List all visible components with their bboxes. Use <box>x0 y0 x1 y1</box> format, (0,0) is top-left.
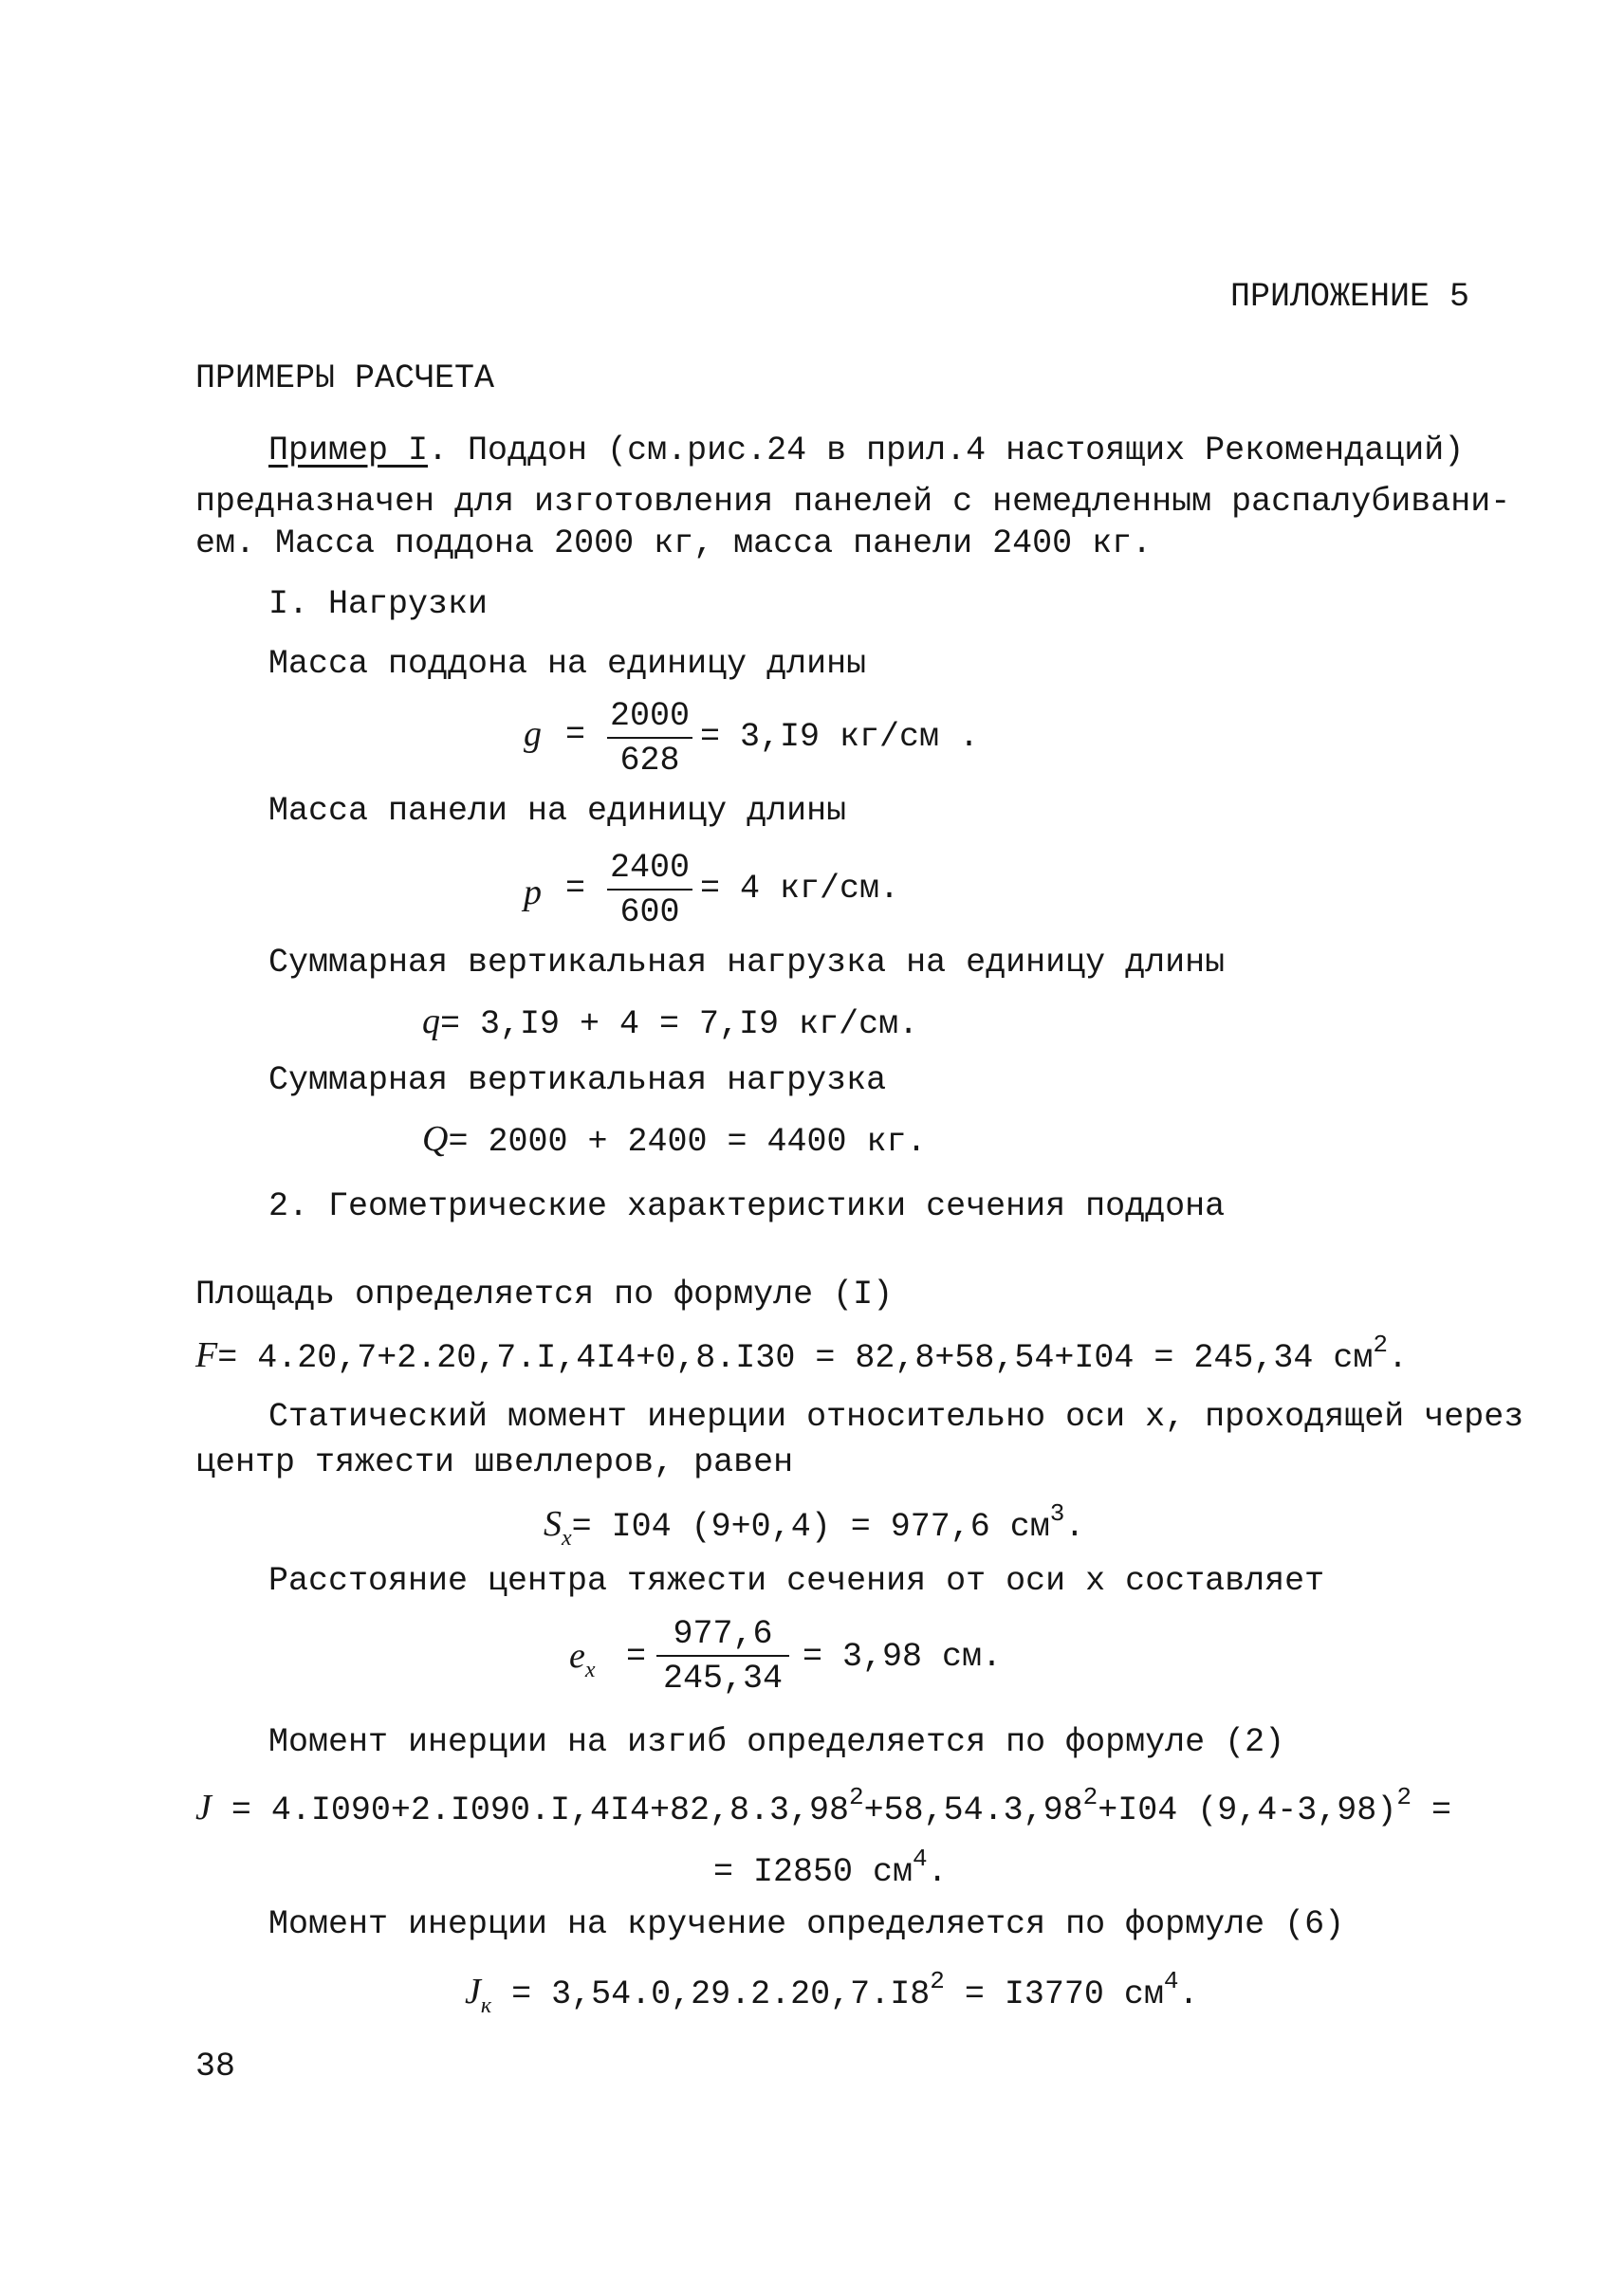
formula-J-expr-4: = <box>1411 1791 1451 1829</box>
formula-p-fraction <box>607 849 692 931</box>
distance-label: Расстояние центра тяжести сечения от оси x составляет <box>268 1562 1325 1600</box>
static-moment-line-2: центр тяжести швеллеров, равен <box>195 1443 794 1481</box>
torsion-label: Момент инерции на кручение определяется по формуле (6) <box>268 1905 1345 1943</box>
formula-q <box>422 1003 918 1041</box>
formula-J-expr-2: +58,54.3,98 <box>863 1791 1083 1829</box>
formula-Jk <box>465 1969 1198 2017</box>
appendix-label: ПРИЛОЖЕНИЕ 5 <box>1230 278 1470 316</box>
formula-ex-result: = 3,98 см. <box>803 1638 1003 1676</box>
formula-J-var: J <box>195 1788 212 1828</box>
formula-ex-lhs <box>569 1638 596 1681</box>
section-2-title: 2. Геометрические характеристики сечения поддона <box>268 1187 1226 1225</box>
intro-line-1 <box>268 434 1464 468</box>
formula-Jk-var: J <box>465 1972 481 2011</box>
formula-p-denominator: 600 <box>619 893 680 931</box>
formula-F <box>195 1332 1408 1375</box>
formula-J-exponent-3: 2 <box>1396 1783 1412 1811</box>
formula-Q <box>422 1121 927 1159</box>
formula-g-fraction <box>607 697 692 780</box>
formula-J-result-tail: . <box>927 1853 948 1891</box>
formula-Sx-expr: = I04 (9+0,4) = 977,6 см <box>571 1508 1050 1546</box>
formula-g-var: g <box>524 714 542 754</box>
formula-g-numerator: 2000 <box>607 700 692 739</box>
formula-Sx-subscript: x <box>562 1526 572 1551</box>
formula-F-exponent: 2 <box>1373 1331 1389 1359</box>
formula-q-var: q <box>422 1001 440 1041</box>
intro-line-3: ем. Масса поддона 2000 кг, масса панели 2400 кг. <box>195 524 1153 562</box>
formula-Jk-tail: . <box>1178 1975 1199 2013</box>
formula-J-exponent-1: 2 <box>849 1783 864 1811</box>
page-number: 38 <box>195 2048 236 2085</box>
formula-Jk-expr-2: = I3770 см <box>944 1975 1164 2013</box>
formula-Jk-exponent: 2 <box>930 1967 945 1995</box>
page-heading: ПРИМЕРЫ РАСЧЕТА <box>195 359 495 397</box>
formula-ex-numerator: 977,6 <box>656 1618 789 1657</box>
formula-p-result: = 4 кг/см. <box>700 870 900 908</box>
formula-ex-subscript: x <box>584 1658 596 1682</box>
formula-Q-expr: = 2000 + 2400 = 4400 кг. <box>448 1123 927 1161</box>
formula-J-exponent-2: 2 <box>1082 1783 1098 1811</box>
formula-p-var: p <box>524 872 542 912</box>
intro-line-2: предназначен для изготовления панелей с немедленным распалубивани- <box>195 483 1511 521</box>
formula-ex-eq: = <box>626 1638 647 1676</box>
formula-ex-fraction <box>656 1615 789 1698</box>
panel-mass-label: Масса панели на единицу длины <box>268 792 847 830</box>
formula-Q-var: Q <box>422 1119 449 1159</box>
formula-ex-var: e <box>569 1636 585 1676</box>
formula-Sx-exponent: 3 <box>1049 1499 1065 1528</box>
formula-Sx <box>544 1501 1084 1550</box>
total-load-label: Суммарная вертикальная нагрузка <box>268 1061 887 1099</box>
example-label: Пример I <box>268 432 429 469</box>
formula-J-result: = I2850 см <box>713 1853 914 1891</box>
formula-Sx-var: S <box>544 1504 562 1544</box>
formula-J-expr-3: +I04 (9,4-3,98) <box>1098 1791 1397 1829</box>
formula-F-tail: . <box>1388 1339 1409 1377</box>
static-moment-line-1: Статический момент инерции относительно оси x, проходящей через <box>268 1398 1524 1436</box>
formula-J-line-2 <box>713 1846 948 1889</box>
formula-p-eq: = <box>565 870 586 908</box>
formula-p-numerator: 2400 <box>607 852 692 891</box>
formula-Jk-exponent-2: 4 <box>1163 1967 1179 1995</box>
section-1-title: I. Нагрузки <box>268 585 489 623</box>
area-label: Площадь определяется по формуле (I) <box>195 1276 894 1313</box>
intro-line-1-text: . Поддон (см.рис.24 в прил.4 настоящих Рекомендаций) <box>428 432 1465 469</box>
formula-J-expr-1: = 4.I090+2.I090.I,4I4+82,8.3,98 <box>231 1791 849 1829</box>
formula-J-line-1 <box>195 1785 1451 1828</box>
formula-Jk-subscript: к <box>480 1993 492 2018</box>
formula-J-result-exponent: 4 <box>913 1845 928 1873</box>
pallet-mass-label: Масса поддона на единицу длины <box>268 645 867 683</box>
formula-ex-denominator: 245,34 <box>662 1660 784 1698</box>
formula-q-expr: = 3,I9 + 4 = 7,I9 кг/см. <box>440 1005 919 1043</box>
formula-Jk-expr: = 3,54.0,29.2.20,7.I8 <box>511 1975 931 2013</box>
formula-g-denominator: 628 <box>619 742 680 780</box>
formula-F-var: F <box>195 1335 218 1375</box>
formula-g-result: = 3,I9 кг/см . <box>700 718 980 756</box>
bending-label: Момент инерции на изгиб определяется по формуле (2) <box>268 1723 1285 1761</box>
formula-Sx-tail: . <box>1064 1508 1085 1546</box>
total-per-length-label: Суммарная вертикальная нагрузка на единицу длины <box>268 944 1226 982</box>
formula-g-eq: = <box>565 716 586 754</box>
formula-F-expr: = 4.20,7+2.20,7.I,4I4+0,8.I30 = 82,8+58,54+I04 = 245,34 см <box>217 1339 1374 1377</box>
